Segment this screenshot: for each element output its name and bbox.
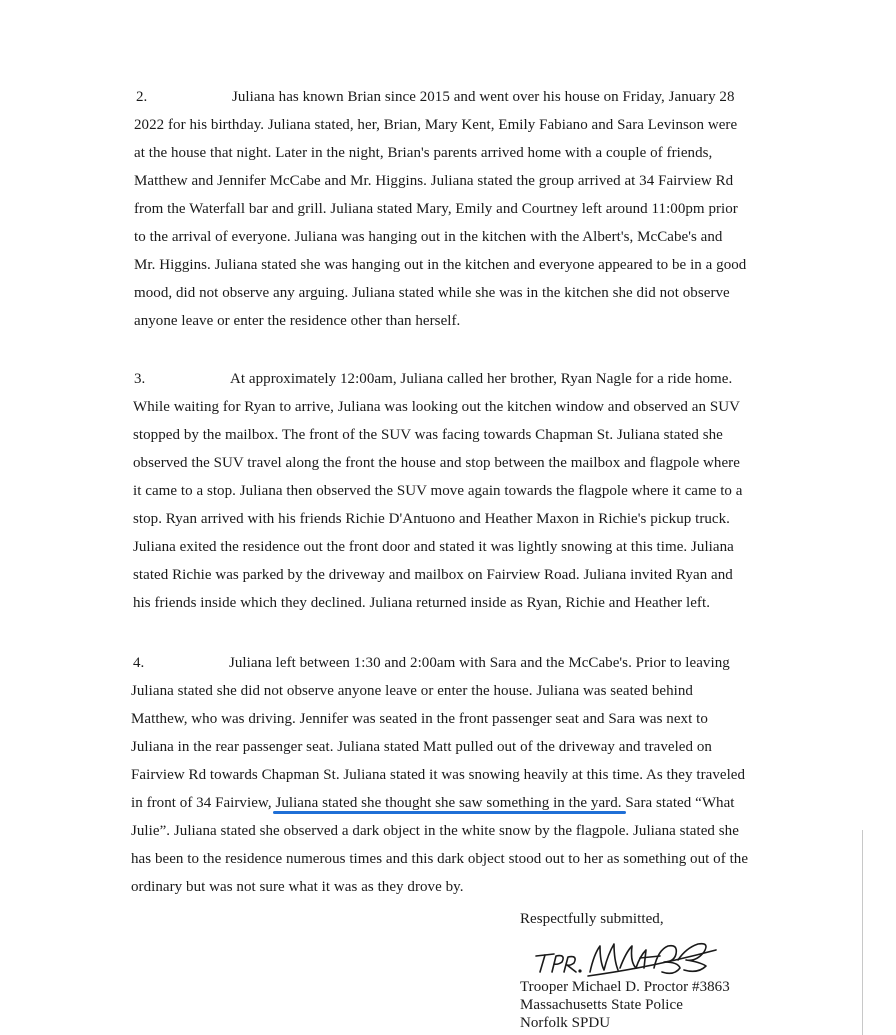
text-line: Juliana left between 1:30 and 2:00am with Sara and the McCabe's. Prior to leaving xyxy=(229,655,730,671)
underlined-highlight: Juliana stated she thought she saw something in the yard. xyxy=(275,795,622,811)
text-line: Matthew, who was driving. Jennifer was seated in the front passenger seat and Sara was next to xyxy=(131,711,708,727)
text-line: his friends inside which they declined. Juliana returned inside as Ryan, Richie and Heather left. xyxy=(133,595,710,611)
text-line: Juliana in the rear passenger seat. Juliana stated Matt pulled out of the driveway and traveled on xyxy=(131,739,712,755)
text-line: ordinary but was not sure what it was as they drove by. xyxy=(131,879,464,895)
text-line: While waiting for Ryan to arrive, Juliana was looking out the kitchen window and observed an SUV xyxy=(133,399,740,415)
text-line: observed the SUV travel along the front the house and stop between the mailbox and flagpole where xyxy=(133,455,740,471)
text-line: mood, did not observe any arguing. Juliana stated while she was in the kitchen she did not observe xyxy=(134,285,730,301)
unit-name: Norfolk SPDU xyxy=(520,1015,611,1031)
text-line: Juliana stated she did not observe anyone leave or enter the house. Juliana was seated behind xyxy=(131,683,693,699)
text-line: stopped by the mailbox. The front of the SUV was facing towards Chapman St. Juliana stated she xyxy=(133,427,723,443)
text-line: Juliana has known Brian since 2015 and went over his house on Friday, January 28 xyxy=(232,89,735,105)
paragraph-number: 3. xyxy=(134,371,146,387)
text-line: stop. Ryan arrived with his friends Richie D'Antuono and Heather Maxon in Richie's pickup truck. xyxy=(133,511,730,527)
text-line: at the house that night. Later in the night, Brian's parents arrived home with a couple of friends, xyxy=(134,145,713,161)
text-line: to the arrival of everyone. Juliana was hanging out in the kitchen with the Albert's, McCabe's and xyxy=(134,229,723,245)
text-line-highlighted xyxy=(131,794,735,812)
text-line: At approximately 12:00am, Juliana called her brother, Ryan Nagle for a ride home. xyxy=(230,371,733,387)
text-line: Juliana exited the residence out the front door and stated it was lightly snowing at this time. Juliana xyxy=(133,539,734,555)
text-line: anyone leave or enter the residence other than herself. xyxy=(134,313,461,329)
text-fragment: in front of 34 Fairview, xyxy=(131,795,272,811)
text-fragment: Sara stated “What xyxy=(625,795,735,811)
text-line: stated Richie was parked by the driveway and mailbox on Fairview Road. Juliana invited Ryan and xyxy=(133,567,733,583)
text-line: has been to the residence numerous times and this dark object stood out to her as something out of the xyxy=(131,851,749,867)
text-line: Matthew and Jennifer McCabe and Mr. Higgins. Juliana stated the group arrived at 34 Fairview Rd xyxy=(134,173,734,189)
paragraph-number: 4. xyxy=(133,655,145,671)
text-line: Mr. Higgins. Juliana stated she was hanging out in the kitchen and everyone appeared to be in a good xyxy=(134,257,747,273)
text-line: it came to a stop. Juliana then observed the SUV move again towards the flagpole where it came to a xyxy=(133,483,743,499)
paragraph-number: 2. xyxy=(136,89,148,105)
scan-edge-line xyxy=(862,830,863,1035)
text-line: Fairview Rd towards Chapman St. Juliana stated it was snowing heavily at this time. As they traveled xyxy=(131,767,746,783)
text-line: 2022 for his birthday. Juliana stated, her, Brian, Mary Kent, Emily Fabiano and Sara Levinson were xyxy=(134,117,738,133)
text-line: from the Waterfall bar and grill. Juliana stated Mary, Emily and Courtney left around 11:00pm prior xyxy=(134,201,738,217)
agency-name: Massachusetts State Police xyxy=(520,997,683,1013)
handwritten-signature xyxy=(528,932,728,980)
closing-salutation: Respectfully submitted, xyxy=(520,911,664,927)
text-line: Julie”. Juliana stated she observed a dark object in the white snow by the flagpole. Juliana stated she xyxy=(131,823,739,839)
officer-name: Trooper Michael D. Proctor #3863 xyxy=(520,979,730,995)
